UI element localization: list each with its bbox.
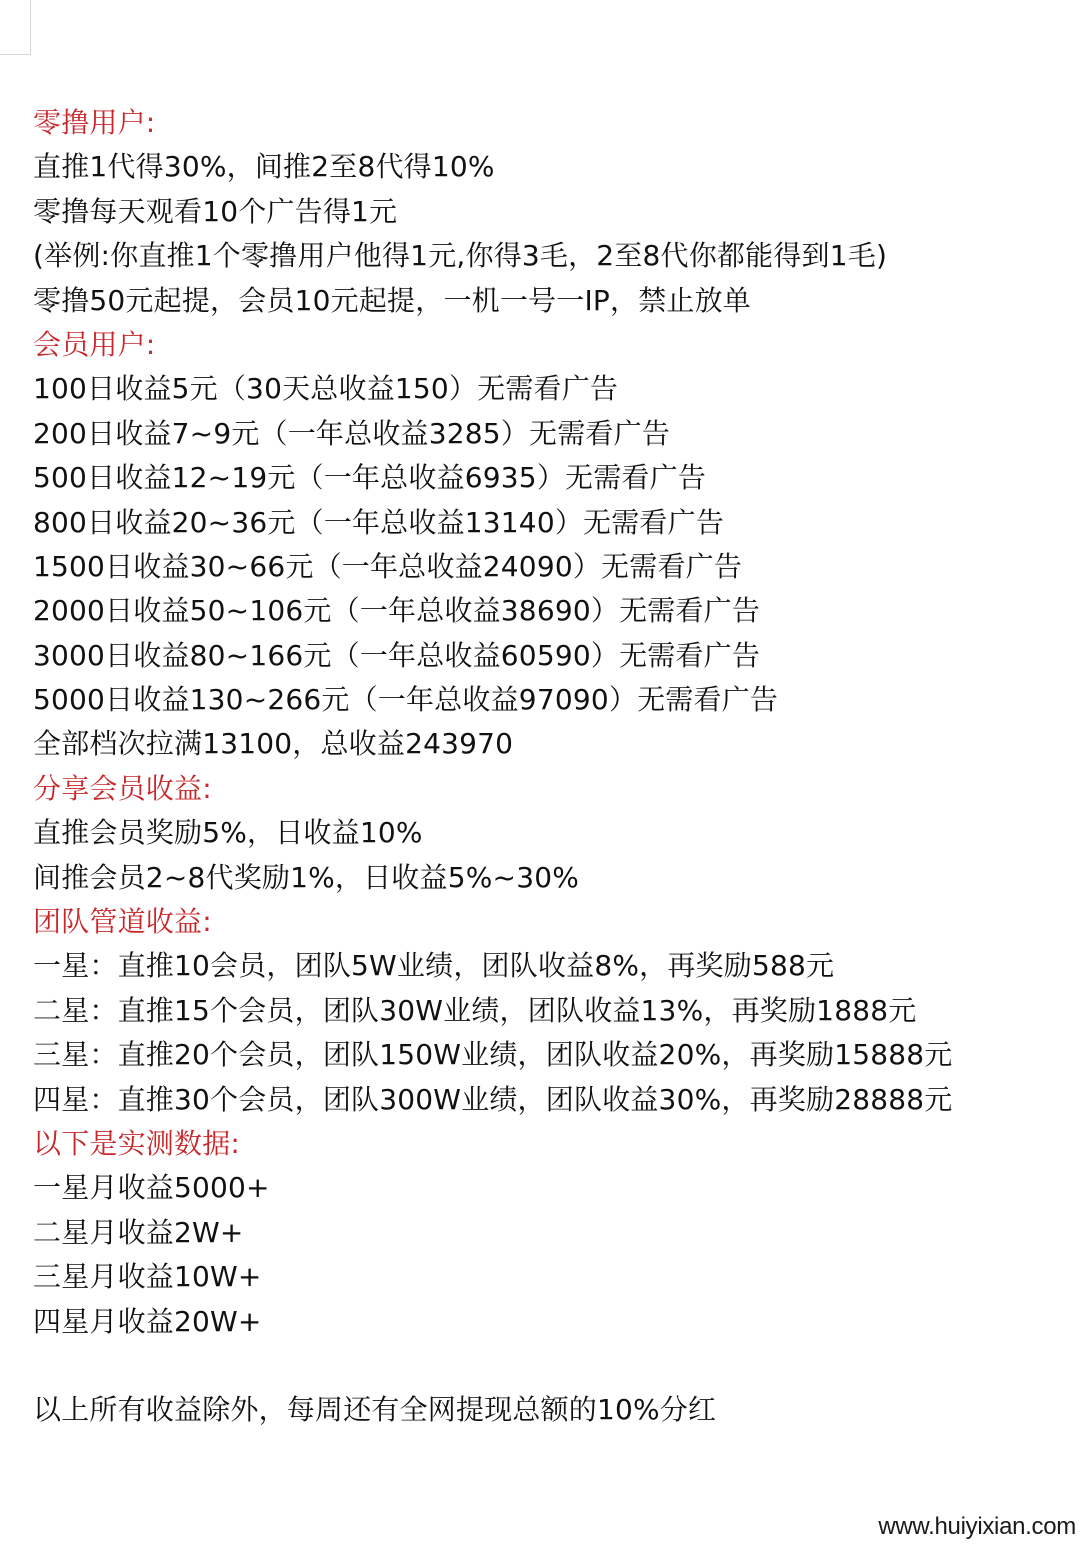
watermark: www.huiyixian.com [878, 1513, 1076, 1540]
star-tier-line: 三星：直推20个会员，团队150W业绩，团队收益20%，再奖励15888元 [33, 1038, 953, 1072]
text-line: (举例:你直推1个零撸用户他得1元,你得3毛，2至8代你都能得到1毛) [33, 239, 888, 273]
member-total-line: 全部档次拉满13100，总收益243970 [33, 727, 514, 761]
section-heading-share-member: 分享会员收益: [33, 771, 212, 805]
measured-line: 二星月收益2W+ [33, 1215, 244, 1249]
text-line: 零撸50元起提，会员10元起提，一机一号一IP，禁止放单 [33, 283, 752, 317]
member-tier-line: 500日收益12~19元（一年总收益6935）无需看广告 [33, 461, 707, 495]
section-heading-measured-data: 以下是实测数据: [33, 1126, 241, 1160]
section-heading-member-user: 会员用户: [33, 327, 156, 361]
star-tier-line: 二星：直推15个会员，团队30W业绩，团队收益13%，再奖励1888元 [33, 993, 917, 1027]
member-tier-line: 5000日收益130~266元（一年总收益97090）无需看广告 [33, 683, 779, 717]
member-tier-line: 100日收益5元（30天总收益150）无需看广告 [33, 372, 619, 406]
member-tier-line: 200日收益7~9元（一年总收益3285）无需看广告 [33, 416, 670, 450]
star-tier-line: 四星：直推30个会员，团队300W业绩，团队收益30%，再奖励28888元 [33, 1082, 953, 1116]
text-line: 零撸每天观看10个广告得1元 [33, 194, 398, 228]
star-tier-line: 一星：直推10会员，团队5W业绩，团队收益8%，再奖励588元 [33, 949, 835, 983]
measured-line: 三星月收益10W+ [33, 1260, 262, 1294]
member-tier-line: 3000日收益80~166元（一年总收益60590）无需看广告 [33, 638, 761, 672]
blank-line [33, 1344, 1073, 1388]
member-tier-line: 2000日收益50~106元（一年总收益38690）无需看广告 [33, 594, 761, 628]
page-corner-marker [0, 0, 31, 55]
measured-line: 四星月收益20W+ [33, 1304, 262, 1338]
text-line: 直推1代得30%，间推2至8代得10% [33, 150, 495, 184]
member-tier-line: 1500日收益30~66元（一年总收益24090）无需看广告 [33, 549, 743, 583]
footer-note: 以上所有收益除外，每周还有全网提现总额的10%分红 [33, 1393, 717, 1427]
text-line: 直推会员奖励5%，日收益10% [33, 816, 423, 850]
text-line: 间推会员2~8代奖励1%，日收益5%~30% [33, 860, 580, 894]
section-heading-team-pipeline: 团队管道收益: [33, 905, 212, 939]
member-tier-line: 800日收益20~36元（一年总收益13140）无需看广告 [33, 505, 725, 539]
measured-line: 一星月收益5000+ [33, 1171, 270, 1205]
section-heading-zero-user: 零撸用户: [33, 106, 156, 139]
document-body [33, 101, 1073, 1433]
